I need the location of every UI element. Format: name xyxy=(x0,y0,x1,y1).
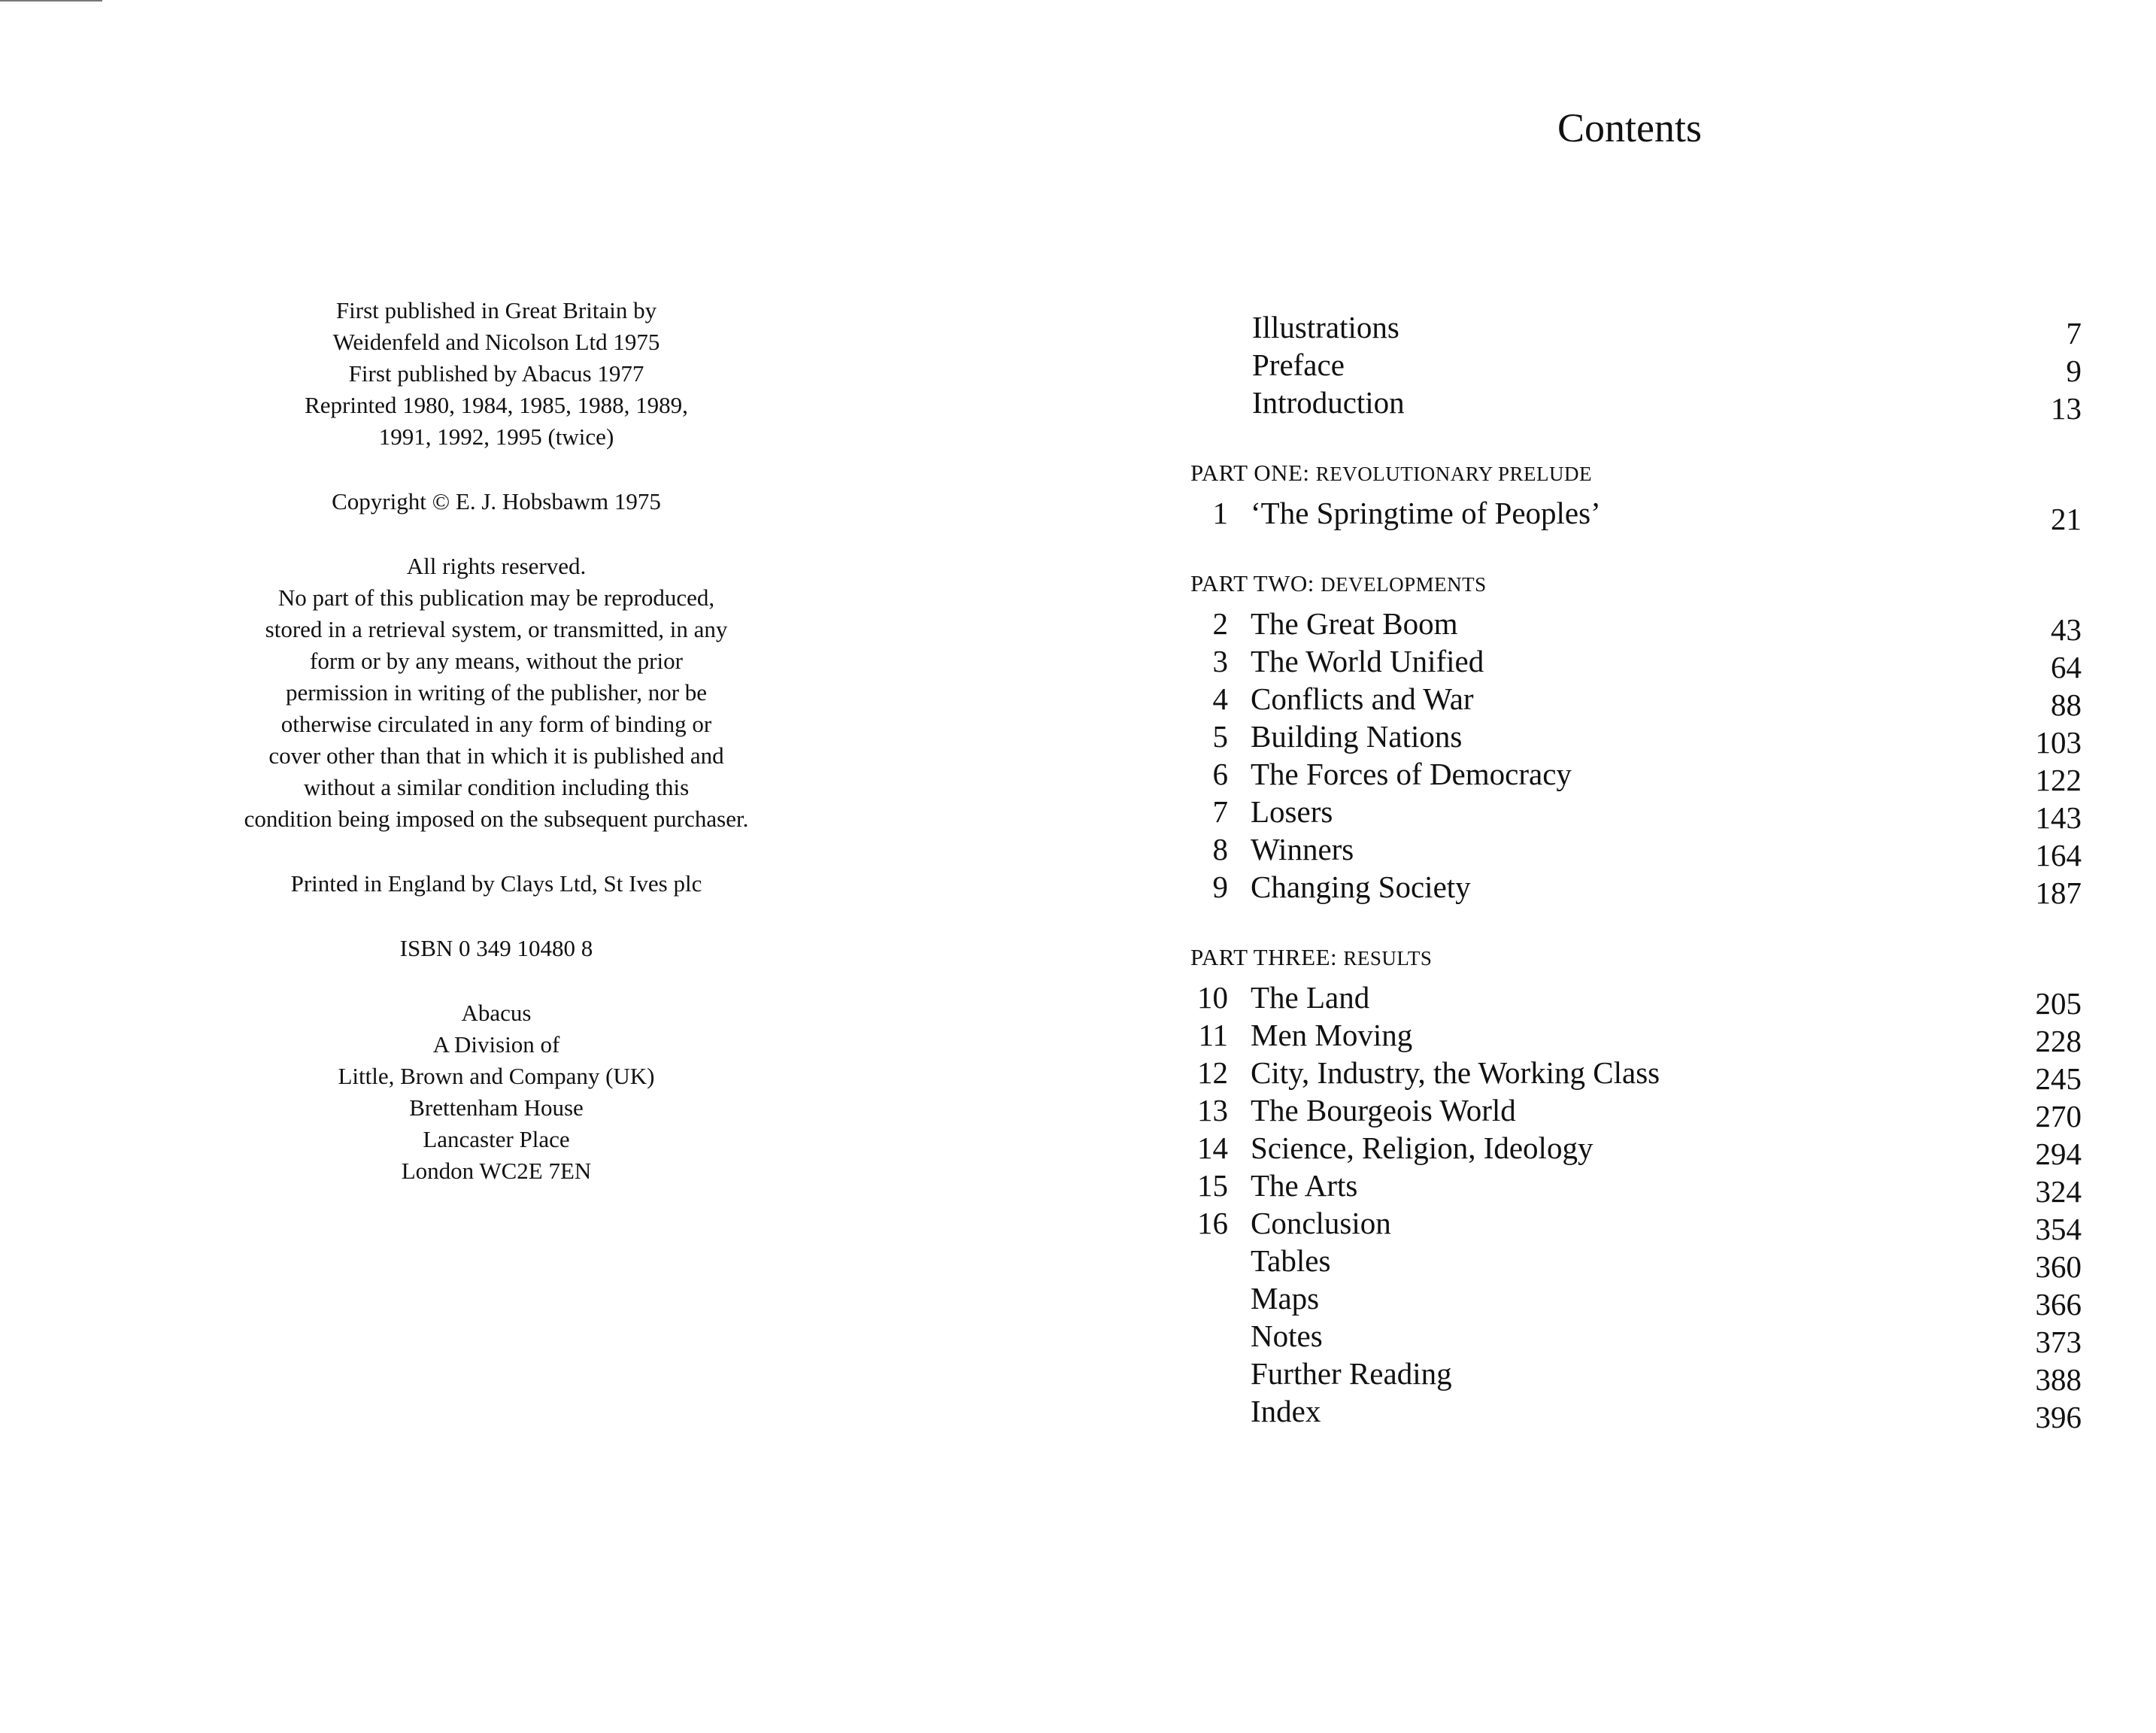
entry-title: Index xyxy=(1251,1394,1321,1428)
page-number: 103 xyxy=(2035,725,2082,760)
toc-entry xyxy=(1190,1091,2082,1134)
toc-entry xyxy=(1190,1242,2082,1284)
entry-title: Changing Society xyxy=(1251,870,1471,904)
page-number: 143 xyxy=(2035,800,2082,835)
page-number: 396 xyxy=(2035,1400,2082,1434)
chapter-number: 16 xyxy=(1197,1206,1228,1240)
imprint-line: Printed in England by Clays Ltd, St Ives plc xyxy=(290,870,702,897)
imprint-line: otherwise circulated in any form of binding or xyxy=(280,711,712,737)
toc-entry xyxy=(1190,1317,2082,1359)
page-number: 324 xyxy=(2035,1174,2082,1209)
imprint-line: No part of this publication may be reproduced, xyxy=(277,584,715,611)
entry-title: Conflicts and War xyxy=(1251,681,1474,716)
entry-title: The Bourgeois World xyxy=(1251,1093,1516,1128)
entry-title: City, Industry, the Working Class xyxy=(1251,1055,1660,1090)
part-name: RESULTS xyxy=(1343,947,1433,970)
chapter-number: 13 xyxy=(1197,1093,1228,1128)
page-number: 64 xyxy=(2051,650,2082,684)
page-number: 7 xyxy=(2066,316,2082,351)
imprint-line: Copyright © E. J. Hobsbawm 1975 xyxy=(332,488,661,514)
toc-entry xyxy=(1190,1016,2082,1058)
part-group xyxy=(1190,459,2082,536)
page-number: 9 xyxy=(2066,354,2082,388)
imprint-line: ISBN 0 349 10480 8 xyxy=(399,935,593,961)
table-of-contents xyxy=(1190,308,2082,1467)
page-number: 205 xyxy=(2035,986,2082,1021)
entry-title: Notes xyxy=(1251,1319,1323,1353)
imprint-page xyxy=(150,295,842,1220)
toc-entry xyxy=(1190,979,2082,1021)
chapter-number: 4 xyxy=(1212,681,1228,716)
toc-entry xyxy=(1190,605,2082,647)
chapter-number: 7 xyxy=(1212,794,1228,829)
toc-entry xyxy=(1190,384,2082,426)
page-number: 122 xyxy=(2035,763,2082,797)
part-name: REVOLUTIONARY PRELUDE xyxy=(1315,463,1593,485)
part-group xyxy=(1190,569,2082,910)
entry-title: The Great Boom xyxy=(1251,606,1458,641)
page-number: 88 xyxy=(2051,687,2082,722)
imprint-line: condition being imposed on the subsequent purchaser. xyxy=(244,806,749,832)
imprint-line: London WC2E 7EN xyxy=(401,1158,592,1184)
entry-title: ‘The Springtime of Peoples’ xyxy=(1251,496,1601,530)
imprint-line: Brettenham House xyxy=(409,1094,584,1121)
chapter-number: 3 xyxy=(1212,644,1228,678)
imprint-block xyxy=(150,933,842,964)
chapter-number: 14 xyxy=(1197,1131,1228,1165)
toc-entry xyxy=(1190,1355,2082,1397)
imprint-block xyxy=(150,868,842,900)
toc-entry xyxy=(1190,1054,2082,1096)
part-label: PART THREE: xyxy=(1190,944,1338,970)
page-number: 366 xyxy=(2035,1287,2082,1322)
chapter-number: 12 xyxy=(1197,1055,1228,1090)
imprint-line: stored in a retrieval system, or transmitted, in any xyxy=(265,616,728,642)
page-number: 228 xyxy=(2035,1024,2082,1058)
imprint-line: First published by Abacus 1977 xyxy=(348,360,644,387)
imprint-line: Lancaster Place xyxy=(423,1126,570,1152)
toc-entry xyxy=(1190,1392,2082,1434)
imprint-line: Abacus xyxy=(461,1000,532,1026)
entry-title: The Arts xyxy=(1251,1168,1358,1203)
chapter-number: 2 xyxy=(1212,606,1228,641)
part-heading xyxy=(1190,943,2082,973)
entry-title: Conclusion xyxy=(1251,1206,1391,1240)
entry-title: Maps xyxy=(1251,1281,1320,1316)
chapter-number: 10 xyxy=(1197,980,1228,1015)
imprint-line: Weidenfeld and Nicolson Ltd 1975 xyxy=(332,329,660,355)
toc-entry xyxy=(1190,1129,2082,1171)
scan-edge-line xyxy=(0,0,102,2)
toc-entry xyxy=(1190,1279,2082,1322)
toc-entry xyxy=(1190,793,2082,835)
imprint-line: Little, Brown and Company (UK) xyxy=(338,1063,655,1089)
page-number: 270 xyxy=(2035,1099,2082,1134)
front-matter-group xyxy=(1190,308,2082,426)
part-group xyxy=(1190,943,2082,1434)
imprint-line: permission in writing of the publisher, nor be xyxy=(285,679,708,706)
toc-entry xyxy=(1190,642,2082,684)
imprint-line: A Division of xyxy=(432,1031,560,1058)
toc-entry xyxy=(1190,346,2082,388)
imprint-block xyxy=(150,997,842,1187)
imprint-block xyxy=(150,551,842,835)
contents-title: Contents xyxy=(1557,105,1703,150)
imprint-line: 1991, 1992, 1995 (twice) xyxy=(378,423,614,450)
imprint-line: form or by any means, without the prior xyxy=(310,648,683,674)
entry-title: Science, Religion, Ideology xyxy=(1251,1131,1593,1165)
toc-entry xyxy=(1190,494,2082,536)
entry-title: Introduction xyxy=(1252,385,1405,420)
page-number: 373 xyxy=(2035,1325,2082,1359)
page-number: 245 xyxy=(2035,1061,2082,1096)
part-heading xyxy=(1190,569,2082,599)
page-number: 360 xyxy=(2035,1249,2082,1284)
imprint-line: cover other than that in which it is published and xyxy=(268,742,724,769)
chapter-number: 11 xyxy=(1198,1018,1228,1052)
page-number: 354 xyxy=(2035,1212,2082,1246)
page-number: 43 xyxy=(2051,612,2082,647)
part-label: PART TWO: xyxy=(1190,570,1315,596)
chapter-number: 6 xyxy=(1212,757,1228,791)
toc-entry xyxy=(1190,1204,2082,1246)
page-number: 164 xyxy=(2035,838,2082,873)
part-name: DEVELOPMENTS xyxy=(1321,573,1487,596)
entry-title: Men Moving xyxy=(1251,1018,1413,1052)
chapter-number: 1 xyxy=(1212,496,1228,530)
imprint-line: Reprinted 1980, 1984, 1985, 1988, 1989, xyxy=(305,392,688,418)
part-label: PART ONE: xyxy=(1190,460,1310,486)
page-number: 187 xyxy=(2035,876,2082,910)
entry-title: Preface xyxy=(1252,348,1345,382)
imprint-line: First published in Great Britain by xyxy=(335,297,657,323)
chapter-number: 9 xyxy=(1212,870,1228,904)
imprint-block xyxy=(150,295,842,453)
entry-title: Further Reading xyxy=(1251,1356,1452,1391)
page-number: 388 xyxy=(2035,1362,2082,1397)
toc-entry xyxy=(1190,755,2082,797)
chapter-number: 15 xyxy=(1197,1168,1228,1203)
entry-title: The World Unified xyxy=(1251,644,1484,678)
entry-title: Illustrations xyxy=(1252,310,1399,344)
entry-title: The Land xyxy=(1251,980,1370,1015)
toc-entry xyxy=(1190,308,2082,351)
entry-title: Building Nations xyxy=(1251,719,1463,754)
toc-entry xyxy=(1190,868,2082,910)
imprint-line: All rights reserved. xyxy=(406,553,587,579)
toc-entry xyxy=(1190,830,2082,873)
imprint-line: without a similar condition including this xyxy=(303,774,690,800)
chapter-number: 5 xyxy=(1212,719,1228,754)
part-heading xyxy=(1190,459,2082,488)
entry-title: Winners xyxy=(1251,832,1354,866)
imprint-block xyxy=(150,486,842,517)
toc-entry xyxy=(1190,1167,2082,1209)
entry-title: The Forces of Democracy xyxy=(1251,757,1572,791)
toc-entry xyxy=(1190,718,2082,760)
chapter-number: 8 xyxy=(1212,832,1228,866)
entry-title: Tables xyxy=(1251,1243,1331,1278)
page-number: 13 xyxy=(2051,391,2082,426)
page-number: 21 xyxy=(2051,502,2082,536)
page-number: 294 xyxy=(2035,1137,2082,1171)
entry-title: Losers xyxy=(1251,794,1333,829)
toc-entry xyxy=(1190,680,2082,722)
